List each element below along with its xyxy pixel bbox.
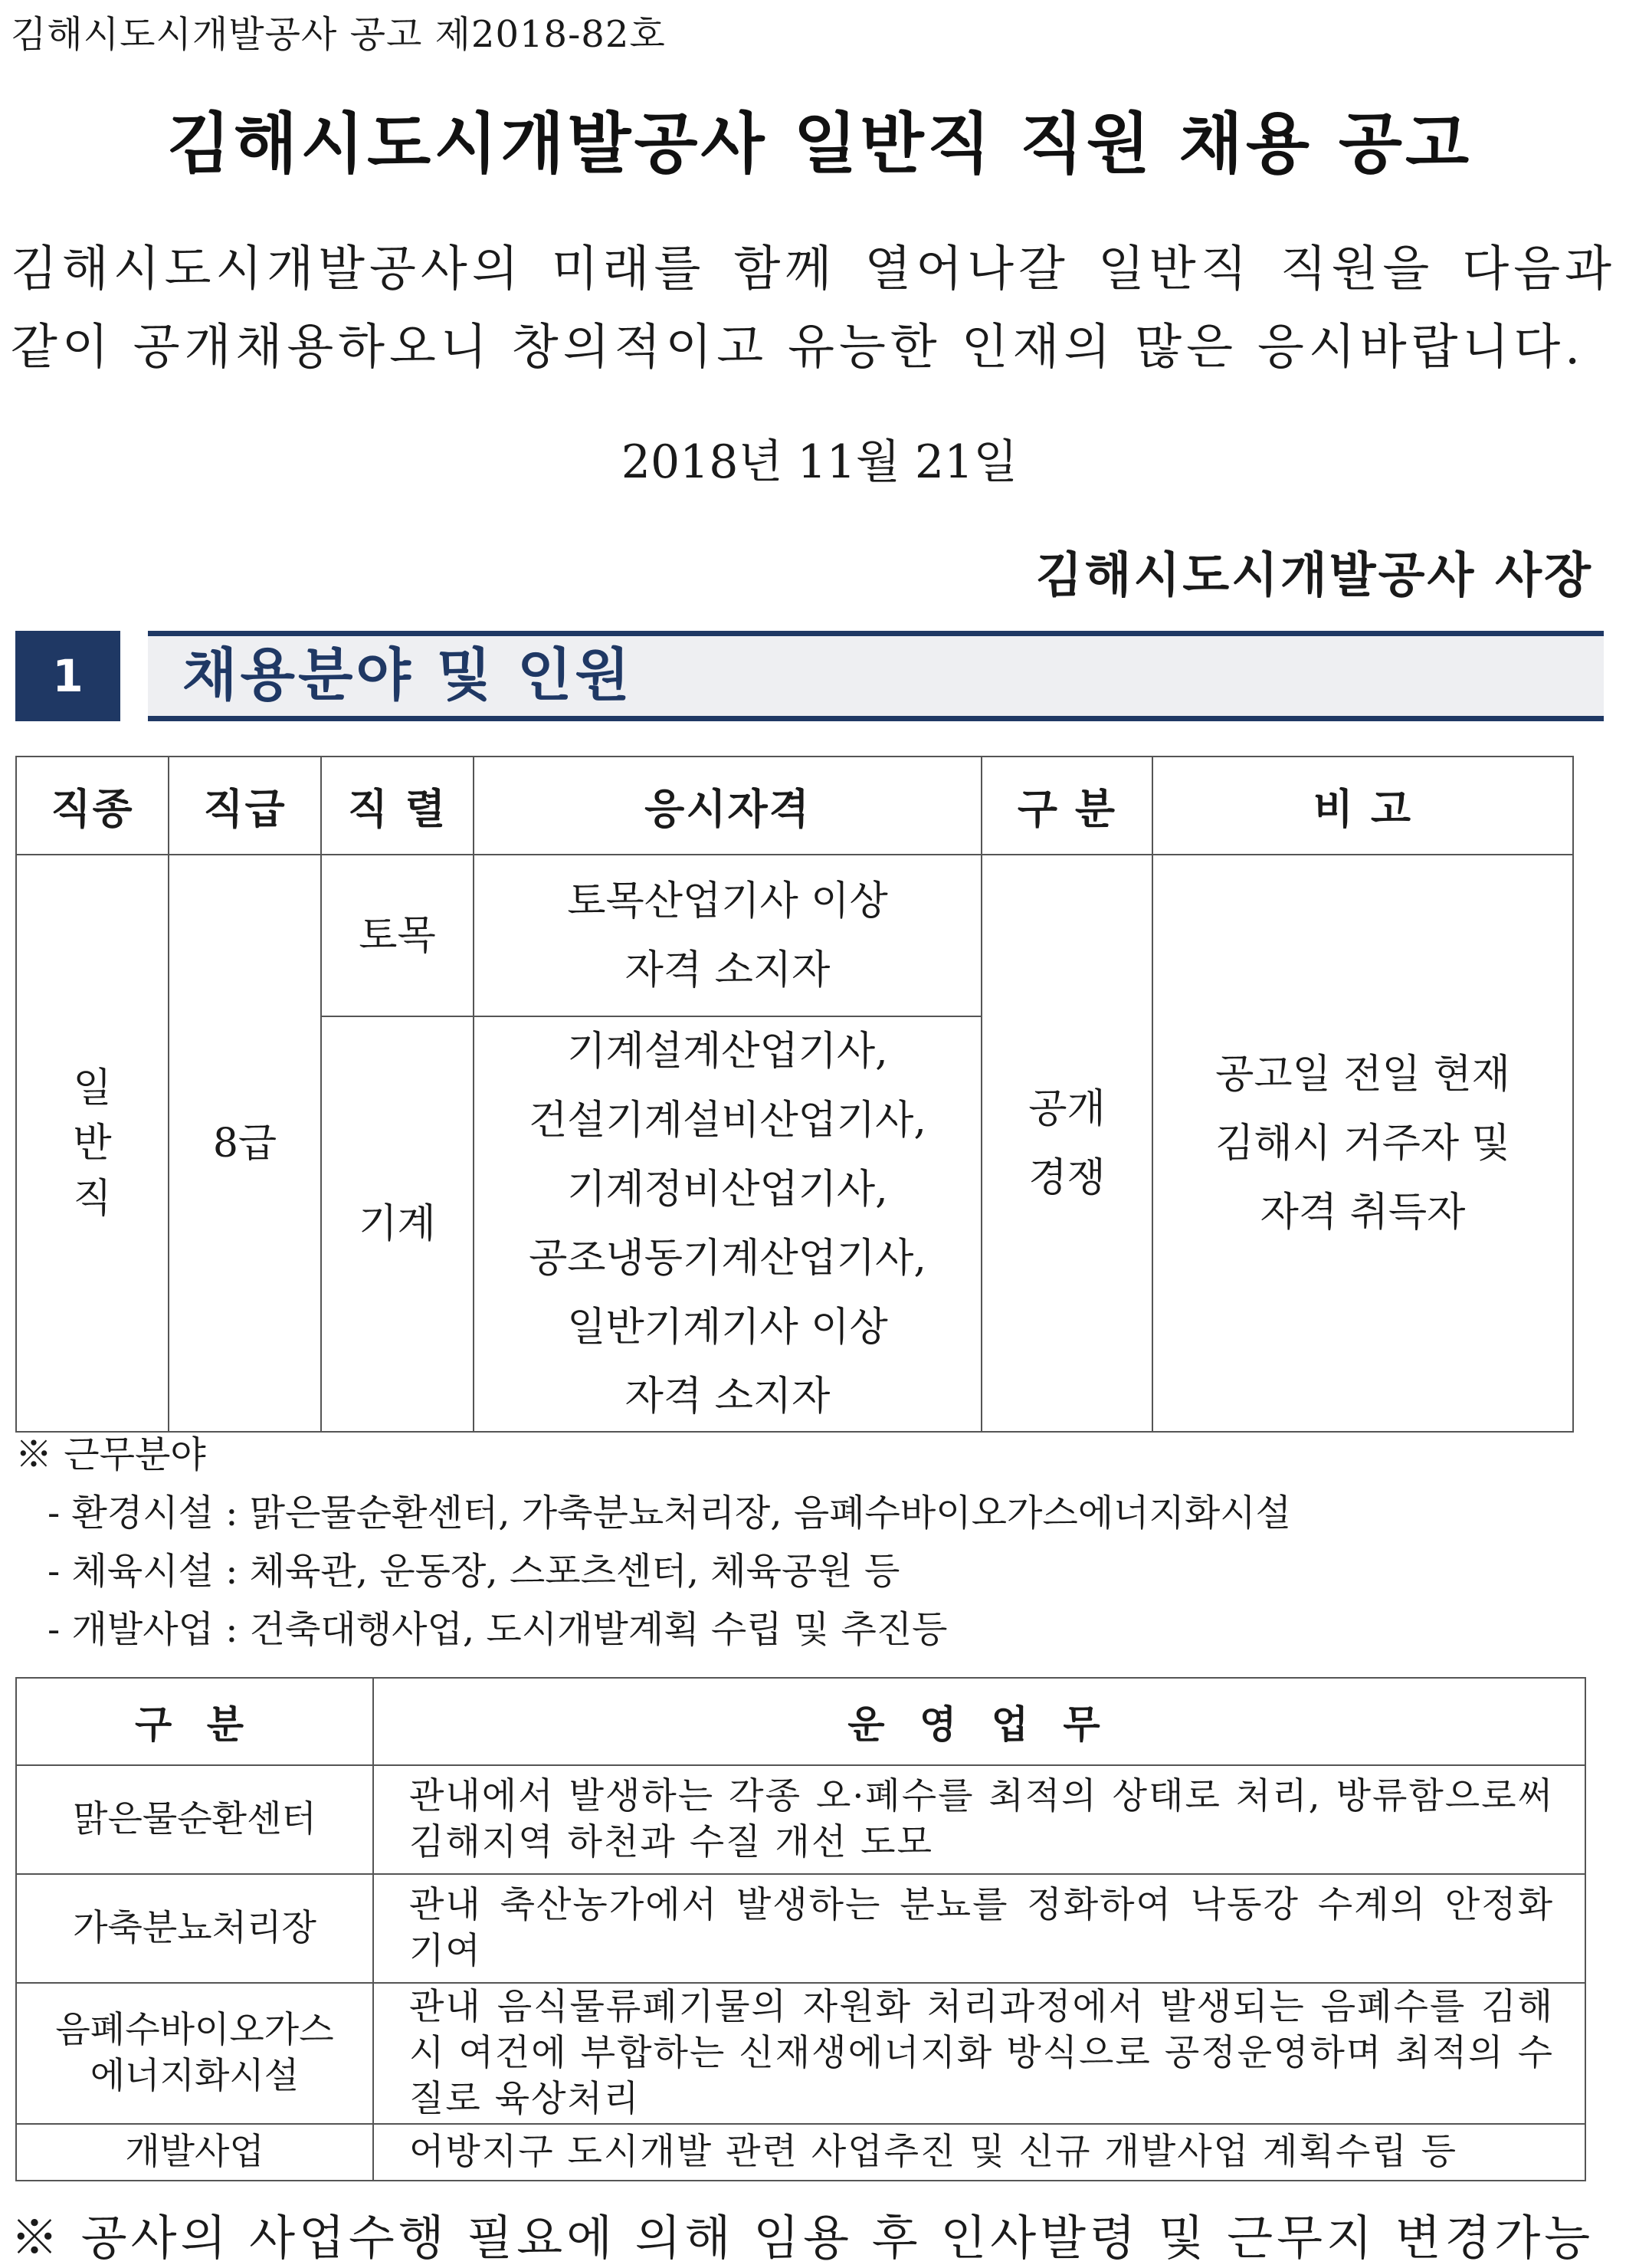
qualification-line: 자격 소지자 [624,947,831,993]
job-type-cell [16,855,169,1432]
qualification-line: 자격 소지자 [624,1374,831,1420]
job-type-char: 일 [73,1065,112,1111]
positions-table [15,756,1574,1433]
issuer-signature: 김해시도시개발공사 사장 [1035,547,1593,603]
qualification-line: 건설기계설비산업기사, [529,1098,926,1144]
section-number-badge: 1 [15,631,120,721]
duty-cell: 관내 축산농가에서 발생하는 분뇨를 정화하여 낙동강 수계의 안정화 기여 [373,1874,1585,1983]
notice-number: 김해시도시개발공사 공고 제2018-82호 [11,13,666,56]
qualification-line: 일반기계기사 이상 [567,1305,888,1351]
division-line: 에너지화시설 [90,2055,300,2097]
duty-cell: 관내에서 발생하는 각종 오·폐수를 최적의 상태로 처리, 방류함으로써 김해지역 하천과 수질 개선 도모 [373,1765,1585,1874]
header-division: 구 분 [16,1678,373,1765]
remarks-line: 자격 취득자 [1260,1189,1466,1236]
grade-cell: 8급 [169,855,321,1432]
division-cell [16,1983,373,2124]
duties-table [15,1677,1586,2181]
job-type-char: 직 [73,1175,112,1222]
division-cell: 가축분뇨처리장 [16,1874,373,1983]
header-qualification: 응시자격 [474,757,982,855]
division-line: 음폐수바이오가스 [55,2009,334,2051]
header-remarks: 비 고 [1152,757,1573,855]
qualification-line: 공조냉동기계산업기사, [529,1236,926,1282]
division-cell: 개발사업 [16,2124,373,2181]
duty-cell: 어방지구 도시개발 관련 사업추진 및 신규 개발사업 계획수립 등 [373,2124,1585,2181]
category-line: 경쟁 [1028,1154,1106,1201]
table-row [16,1765,1585,1874]
series-cell: 기계 [321,1016,474,1432]
table-row [16,2124,1585,2181]
header-duties: 운 영 업 무 [373,1678,1585,1765]
duty-cell: 관내 음식물류폐기물의 자원화 처리과정에서 발생되는 음폐수를 김해시 여건에 부합하는 신재생에너지화 방식으로 공정운영하며 최적의 수질로 육상처리 [373,1983,1585,2124]
table-header-row [16,757,1573,855]
job-type-char: 반 [73,1120,112,1167]
header-series: 직 렬 [321,757,474,855]
division-cell: 맑은물순환센터 [16,1765,373,1874]
remarks-line: 공고일 전일 현재 [1215,1051,1510,1098]
intro-line-2: 같이 공개채용하오니 창의적이고 유능한 인재의 많은 응시바랍니다. [11,319,1585,375]
header-job-type: 직종 [16,757,169,855]
table-header-row [16,1678,1585,1765]
qualification-cell [474,1016,982,1432]
qualification-line: 기계정비산업기사, [567,1167,888,1213]
remarks-line: 김해시 거주자 및 [1215,1120,1510,1167]
qualification-cell [474,855,982,1016]
remarks-cell [1152,855,1573,1432]
header-grade: 직급 [169,757,321,855]
series-cell: 토목 [321,855,474,1016]
qualification-line: 토목산업기사 이상 [567,878,888,924]
work-areas-note [15,1426,1291,1659]
header-category: 구 분 [982,757,1152,855]
work-area-item: - 환경시설 : 맑은물순환센터, 가축분뇨처리장, 음폐수바이오가스에너지화시설 [48,1492,1291,1534]
page-title: 김해시도시개발공사 일반직 직원 채용 공고 [166,106,1473,182]
category-line: 공개 [1028,1085,1106,1132]
table-row [16,1874,1585,1983]
section-title: 채용분야 및 인원 [182,642,633,708]
table-row [16,1983,1585,2124]
table-row [16,855,1573,1016]
notice-date: 2018년 11월 21일 [621,435,1018,489]
work-areas-heading: ※ 근무분야 [15,1433,206,1476]
footnote: ※ 공사의 사업수행 필요에 의해 임용 후 인사발령 및 근무지 변경가능 [11,2210,1595,2266]
qualification-line: 기계설계산업기사, [567,1029,888,1075]
work-area-item: - 개발사업 : 건축대행사업, 도시개발계획 수립 및 추진등 [48,1608,948,1651]
category-cell [982,855,1152,1432]
work-area-item: - 체육시설 : 체육관, 운동장, 스포츠센터, 체육공원 등 [48,1550,900,1593]
intro-line-1: 김해시도시개발공사의 미래를 함께 열어나갈 일반직 직원을 다음과 [11,241,1616,297]
